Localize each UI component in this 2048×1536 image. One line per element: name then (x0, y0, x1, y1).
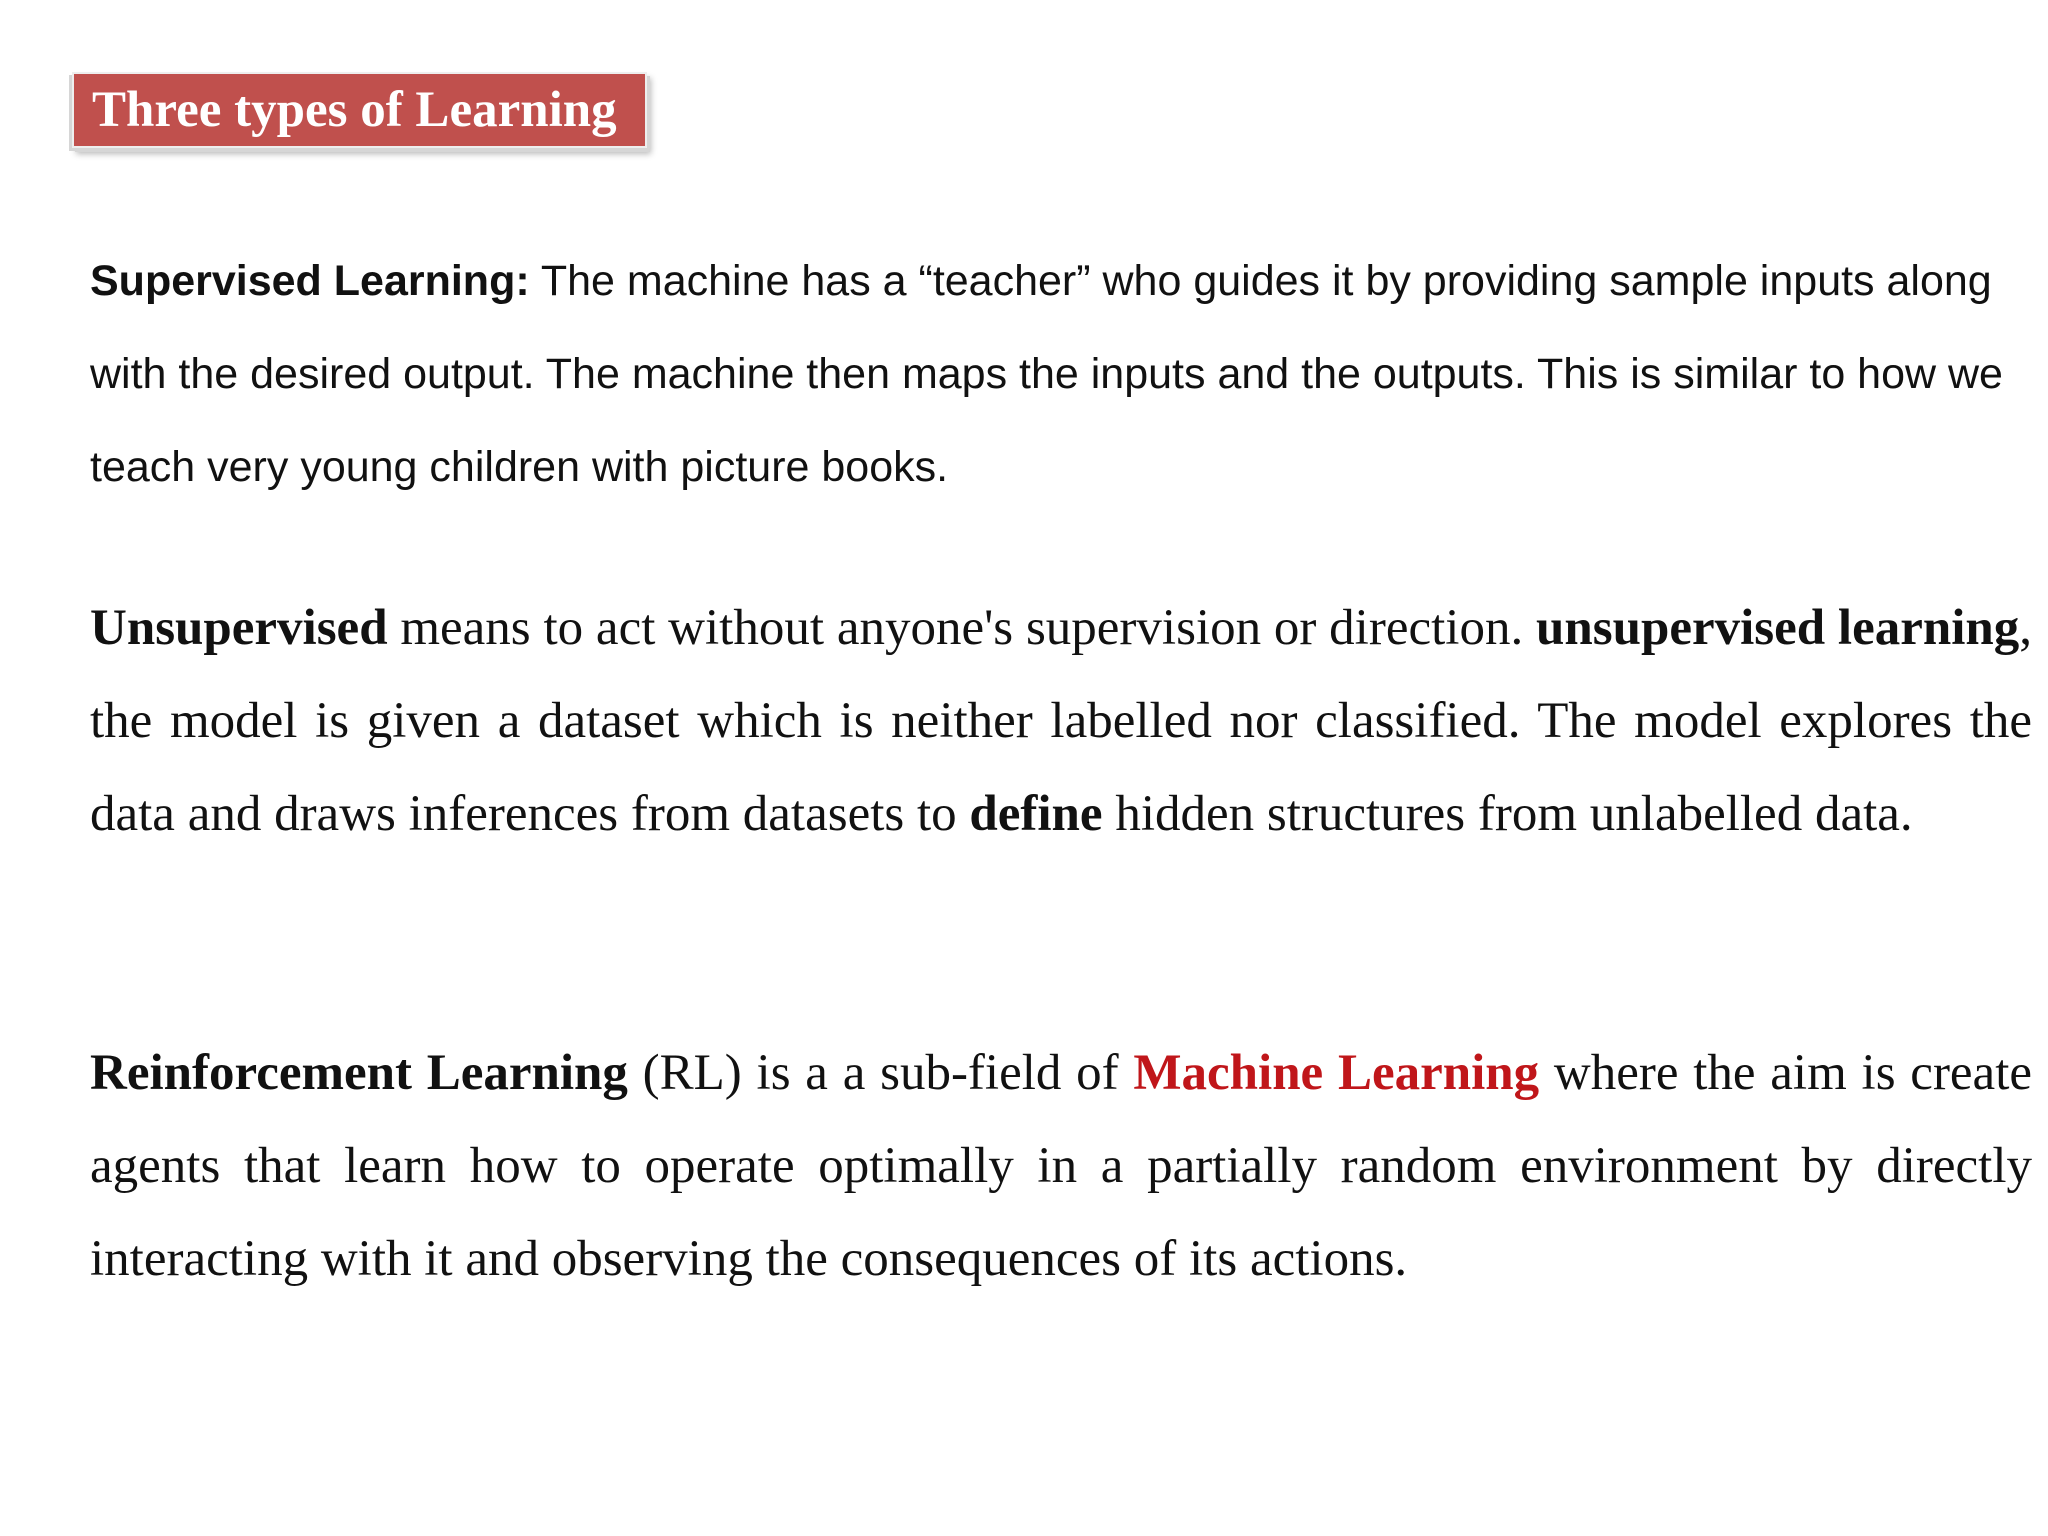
unsupervised-paragraph (90, 582, 2032, 861)
slide-title: Three types of Learning (92, 82, 617, 138)
reinforcement-text-1: (RL) is a a sub-field of (627, 1045, 1134, 1101)
supervised-term: Supervised Learning: (90, 257, 530, 305)
unsupervised-learning-term: unsupervised learning (1536, 600, 2020, 656)
unsupervised-text-2: , the model is given a dataset which is neither labelled nor classified. The model explores the data and draws inferences from datasets to (90, 600, 2033, 842)
title-banner (72, 72, 647, 148)
reinforcement-text-2: where the aim is create agents that learn how to operate optimally in a partially random environment by directly interacting with it and observing the consequences of its actions. (90, 1045, 2033, 1287)
supervised-paragraph (90, 235, 2015, 514)
define-term: define (969, 786, 1103, 842)
unsupervised-text-1: means to act without anyone's supervision or direction. (387, 600, 1537, 656)
unsupervised-text-3: hidden structures from unlabelled data. (1102, 786, 1913, 842)
supervised-text: The machine has a “teacher” who guides it by providing sample inputs along with the desired output. The machine then maps the inputs and the outputs. This is similar to how we teach very young children with picture books. (90, 257, 2003, 491)
reinforcement-paragraph (90, 1027, 2032, 1306)
unsupervised-term: Unsupervised (90, 600, 388, 656)
machine-learning-highlight: Machine Learning (1133, 1045, 1540, 1101)
reinforcement-term: Reinforcement Learning (90, 1045, 628, 1101)
